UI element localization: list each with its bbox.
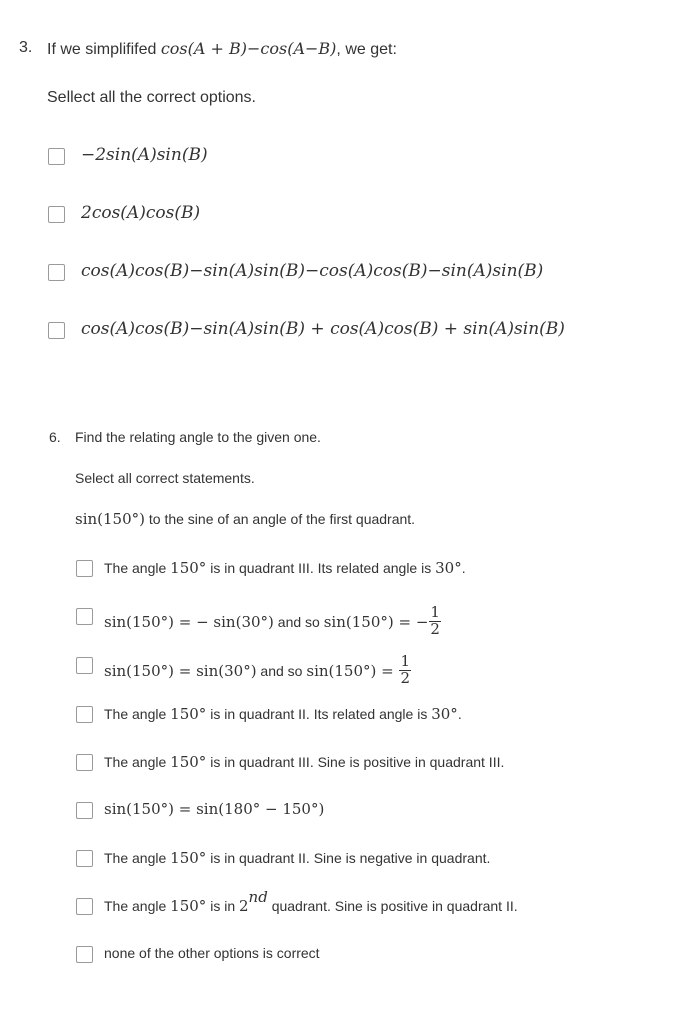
option-checkbox[interactable] <box>76 706 93 723</box>
prompt-expression: cos(A + B)−cos(A−B) <box>160 39 337 58</box>
option-checkbox[interactable] <box>76 898 93 915</box>
option-label: The angle 150° is in quadrant II. Its related angle is 30°. <box>104 705 462 723</box>
option-label: sin(150°) = sin(30°) and so sin(150°) = $\frac{1}{2}$ <box>104 652 411 687</box>
option-label: The angle 150° is in quadrant III. Its related angle is 30°. <box>104 559 466 577</box>
option-checkbox[interactable] <box>48 264 65 281</box>
option-checkbox[interactable] <box>76 946 93 963</box>
option-label: none of the other options is correct <box>104 945 320 961</box>
option-label: sin(150°) = − sin(30°) and so sin(150°) = − $\frac{1}{2}$ <box>104 603 440 638</box>
option-label: 2cos(A)cos(B) <box>81 203 201 223</box>
option-checkbox[interactable] <box>48 206 65 223</box>
option-checkbox[interactable] <box>76 802 93 819</box>
question-instruction: Select all correct statements. <box>75 470 255 486</box>
option-label: The angle 150° is in 2nd quadrant. Sine is positive in quadrant II. <box>104 888 518 915</box>
question-prompt: Find the relating angle to the given one. <box>75 429 321 445</box>
option-checkbox[interactable] <box>48 148 65 165</box>
question-number: 6. <box>49 429 61 445</box>
option-checkbox[interactable] <box>76 560 93 577</box>
question-instruction: Sellect all the correct options. <box>47 89 256 106</box>
option-checkbox[interactable] <box>76 850 93 867</box>
option-label: cos(A)cos(B)−sin(A)sin(B) + cos(A)cos(B) + sin(A)sin(B) <box>81 319 565 339</box>
option-checkbox[interactable] <box>76 657 93 674</box>
option-label: The angle 150° is in quadrant III. Sine is positive in quadrant III. <box>104 753 505 771</box>
option-label: The angle 150° is in quadrant II. Sine is negative in quadrant. <box>104 849 491 867</box>
question-number: 3. <box>19 39 33 56</box>
option-label: −2sin(A)sin(B) <box>81 145 208 165</box>
question-prompt: If we simplififed cos(A + B)−cos(A−B), we get: <box>47 39 397 58</box>
option-checkbox[interactable] <box>48 322 65 339</box>
question-statement: sin(150°) to the sine of an angle of the first quadrant. <box>75 510 416 528</box>
option-checkbox[interactable] <box>76 754 93 771</box>
option-label: sin(150°) = sin(180° − 150°) <box>104 800 325 818</box>
option-checkbox[interactable] <box>76 608 93 625</box>
option-label: cos(A)cos(B)−sin(A)sin(B)−cos(A)cos(B)−sin(A)sin(B) <box>81 261 544 281</box>
